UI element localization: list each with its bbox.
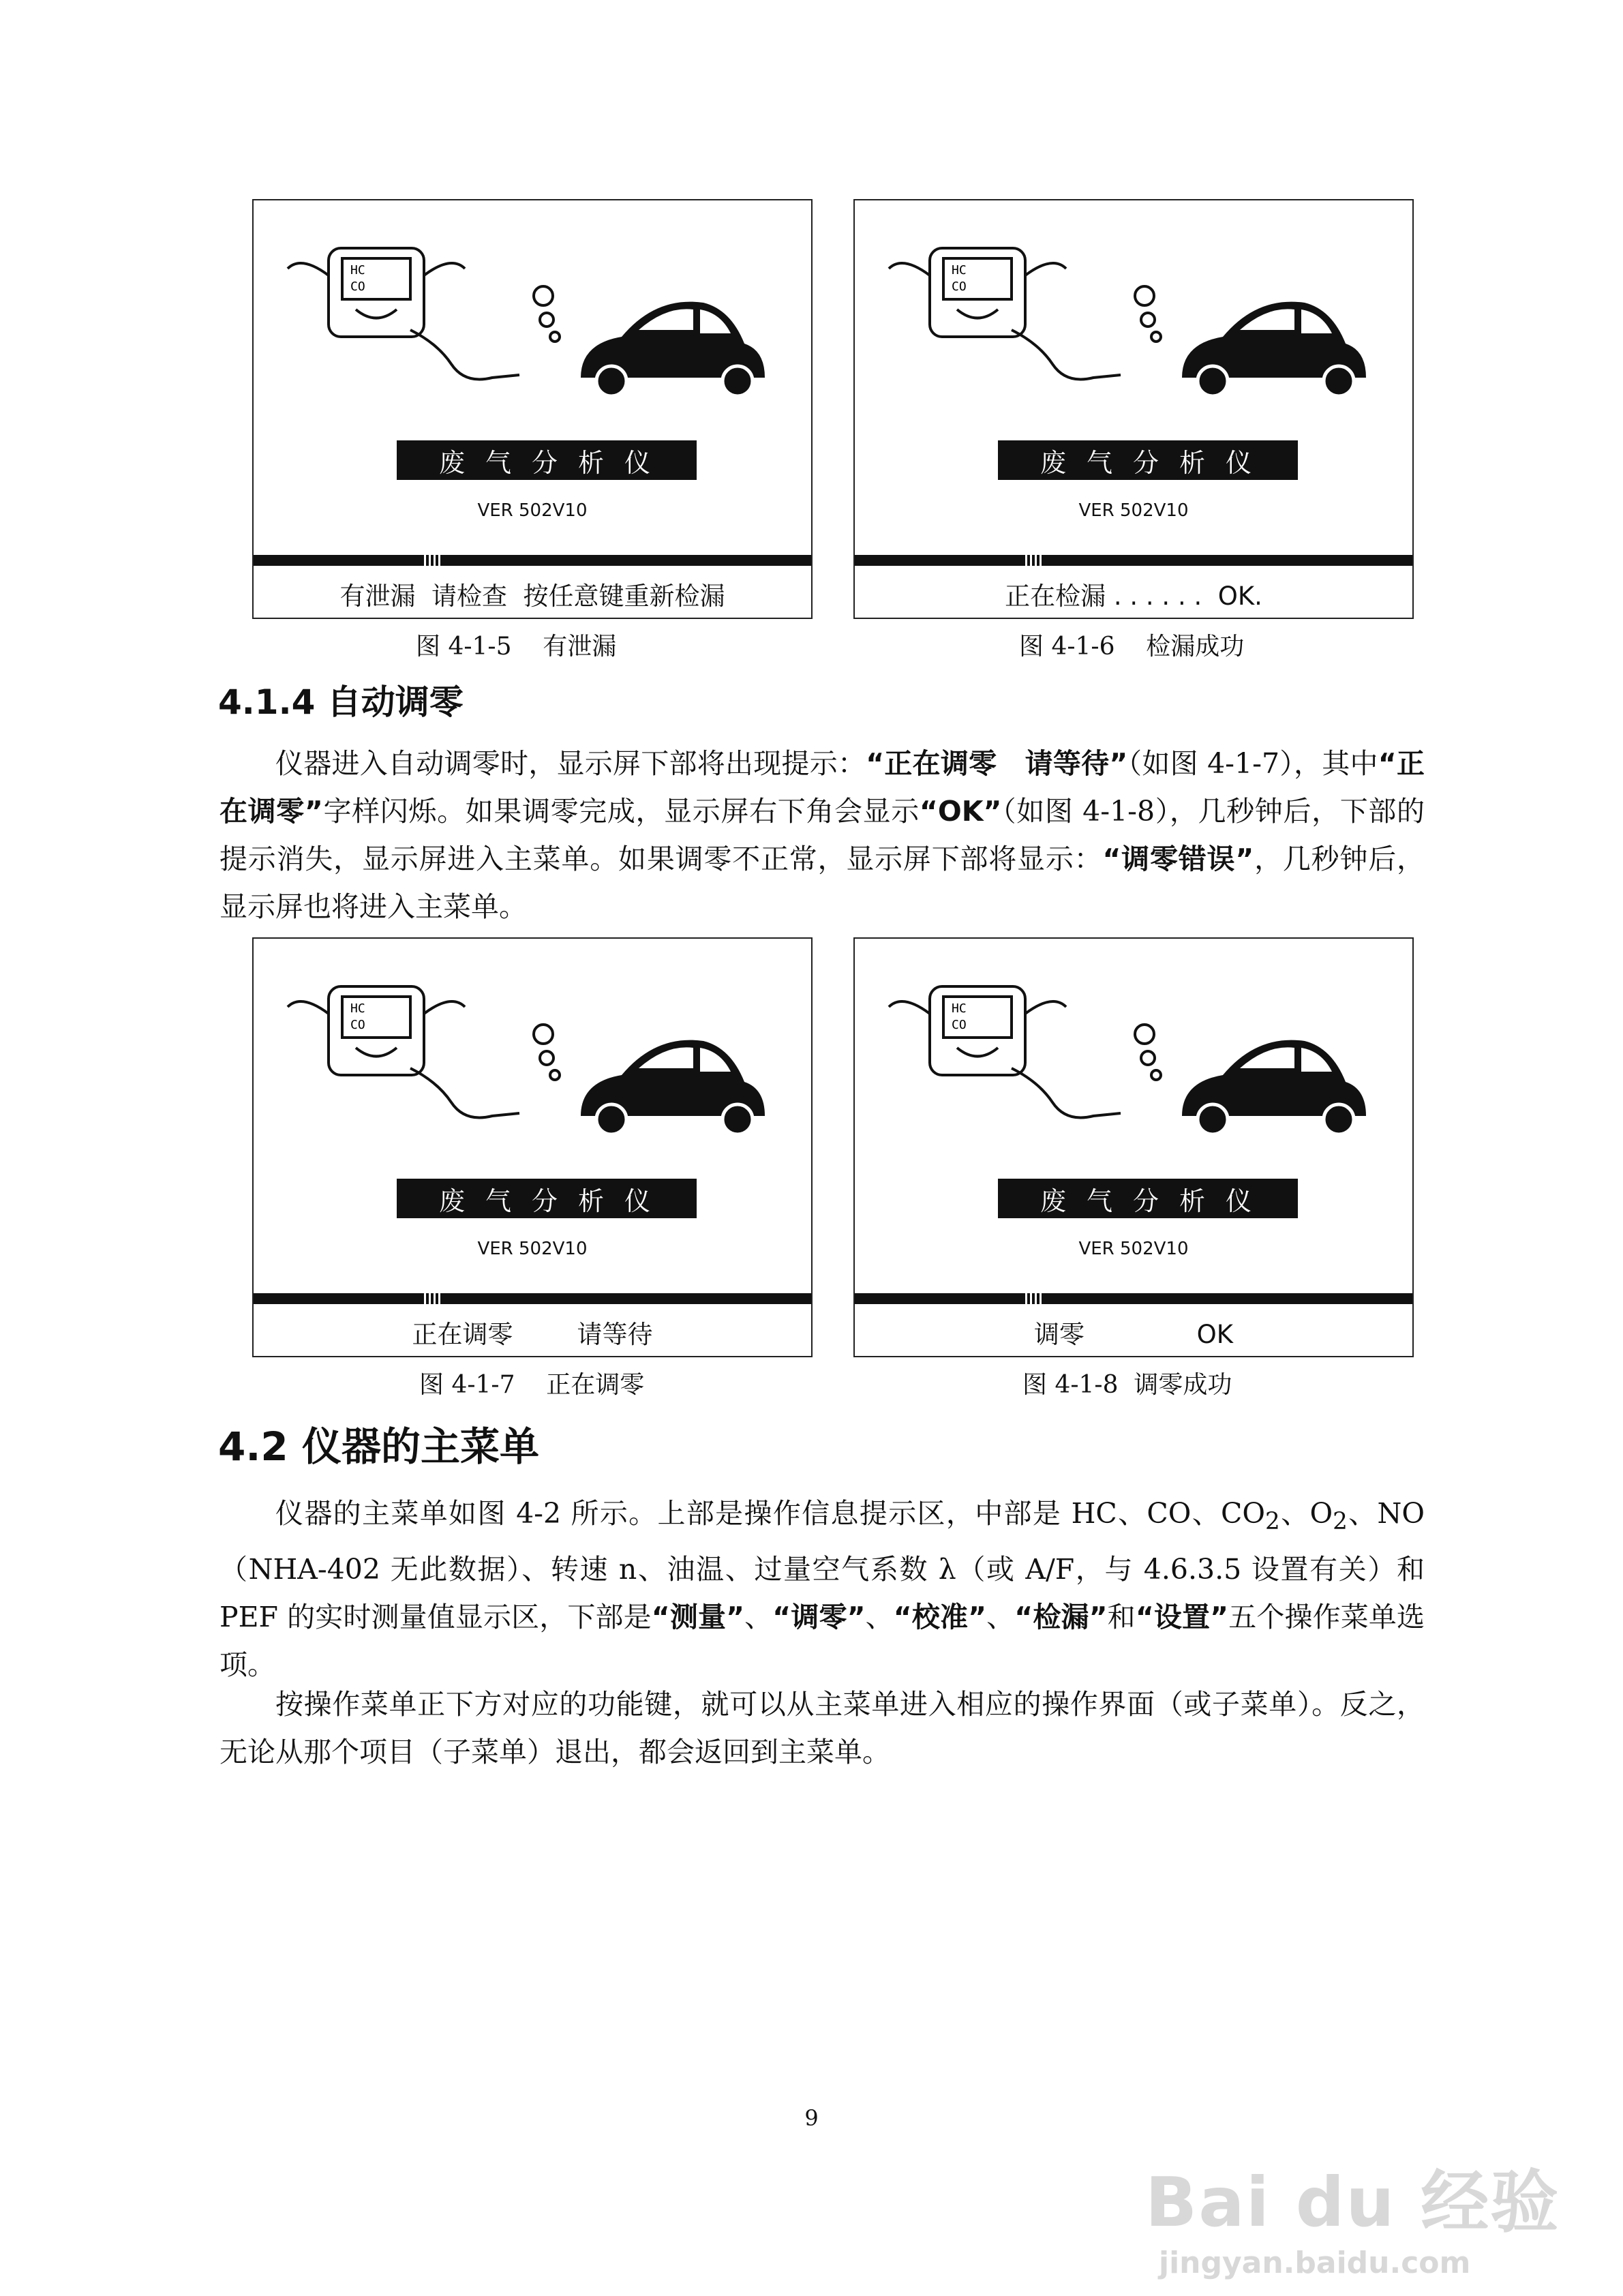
screen-label-top: HC bbox=[350, 1001, 365, 1016]
analyzer-car-illustration bbox=[875, 235, 1393, 405]
figure-caption: 图 4-1-5 有泄漏 bbox=[416, 633, 617, 661]
divider-bar bbox=[254, 555, 811, 566]
figure-caption: 图 4-1-6 检漏成功 bbox=[1019, 633, 1245, 661]
divider-bar bbox=[254, 1293, 811, 1304]
divider-bar bbox=[855, 555, 1412, 566]
status-message: 正在检漏 . . . . . . OK. bbox=[1005, 581, 1262, 611]
screen-label-bottom: CO bbox=[952, 280, 967, 294]
version-text: VER 502V10 bbox=[1078, 1239, 1189, 1259]
screen-title-bar: 废气分析仪 bbox=[998, 1179, 1298, 1218]
version-text: VER 502V10 bbox=[477, 1239, 588, 1259]
version-text: VER 502V10 bbox=[1078, 500, 1189, 521]
screen-label-bottom: CO bbox=[952, 1018, 967, 1032]
watermark-url: jingyan.baidu.com bbox=[1159, 2246, 1471, 2280]
analyzer-car-illustration bbox=[274, 235, 792, 405]
analyzer-car-illustration bbox=[274, 973, 792, 1143]
section-heading-4-1-4: 4.1.4 自动调零 bbox=[218, 682, 464, 722]
screen-label-bottom: CO bbox=[350, 1018, 365, 1032]
figure-4-1-7-panel bbox=[252, 937, 813, 1357]
version-text: VER 502V10 bbox=[477, 500, 588, 521]
analyzer-car-illustration bbox=[875, 973, 1393, 1143]
section-4-1-4-paragraph: 仪器进入自动调零时，显示屏下部将出现提示：“正在调零 请等待”（如图 4-1-7），其中“正在调零”字样闪烁。如果调零完成，显示屏右下角会显示“OK”（如图 4-1-8），几秒钟后，下部的提示消失，显示屏进入主菜单。如果调零不正常，显示屏下部将显示：“调零错误”，几秒钟后，显示屏也将进入主菜单。 bbox=[219, 747, 1425, 923]
screen-title-bar: 废气分析仪 bbox=[397, 1179, 697, 1218]
car-icon bbox=[581, 1040, 765, 1134]
screen-label-bottom: CO bbox=[350, 280, 365, 294]
car-icon bbox=[1182, 302, 1366, 396]
status-message: 调零 OK bbox=[1033, 1320, 1234, 1349]
screen-label-top: HC bbox=[350, 263, 365, 277]
screen-label-top: HC bbox=[952, 263, 967, 277]
status-message: 正在调零 请等待 bbox=[412, 1320, 653, 1349]
figure-4-1-6-panel bbox=[853, 199, 1414, 619]
figure-4-1-8-panel bbox=[853, 937, 1414, 1357]
section-4-2-paragraph-1: 仪器的主菜单如图 4-2 所示。上部是操作信息提示区，中部是 HC、CO、$CO_2$、$O_2$、NO（NHA-402 无此数据）、转速 n、油温、过量空气系数 λ（或 A/F，与 4.6.3.5 设置有关）和 PEF 的实时测量值显示区，下部是“测量”、“调零”、“校准”、“检漏”和“设置”五个操作菜单选项。 bbox=[219, 1497, 1425, 1682]
screen-title-bar: 废气分析仪 bbox=[998, 440, 1298, 480]
section-4-2-paragraph-2: 按操作菜单正下方对应的功能键，就可以从主菜单进入相应的操作界面（或子菜单）。反之，无论从那个项目（子菜单）退出，都会返回到主菜单。 bbox=[219, 1688, 1425, 1768]
figure-caption: 图 4-1-8 调零成功 bbox=[1022, 1371, 1232, 1399]
baidu-jingyan-watermark bbox=[1145, 2147, 1560, 2280]
figure-caption: 图 4-1-7 正在调零 bbox=[419, 1371, 645, 1399]
car-icon bbox=[1182, 1040, 1366, 1134]
figure-4-1-5-panel bbox=[252, 199, 813, 619]
section-heading-4-2: 4.2 仪器的主菜单 bbox=[218, 1423, 539, 1470]
divider-bar bbox=[855, 1293, 1412, 1304]
status-message: 有泄漏 请检查 按任意键重新检漏 bbox=[339, 581, 725, 611]
car-icon bbox=[581, 302, 765, 396]
screen-label-top: HC bbox=[952, 1001, 967, 1016]
watermark-logo-text: Bai du 经验 bbox=[1145, 2162, 1560, 2242]
screen-title-bar: 废气分析仪 bbox=[397, 440, 697, 480]
page-number: 9 bbox=[804, 2105, 819, 2131]
